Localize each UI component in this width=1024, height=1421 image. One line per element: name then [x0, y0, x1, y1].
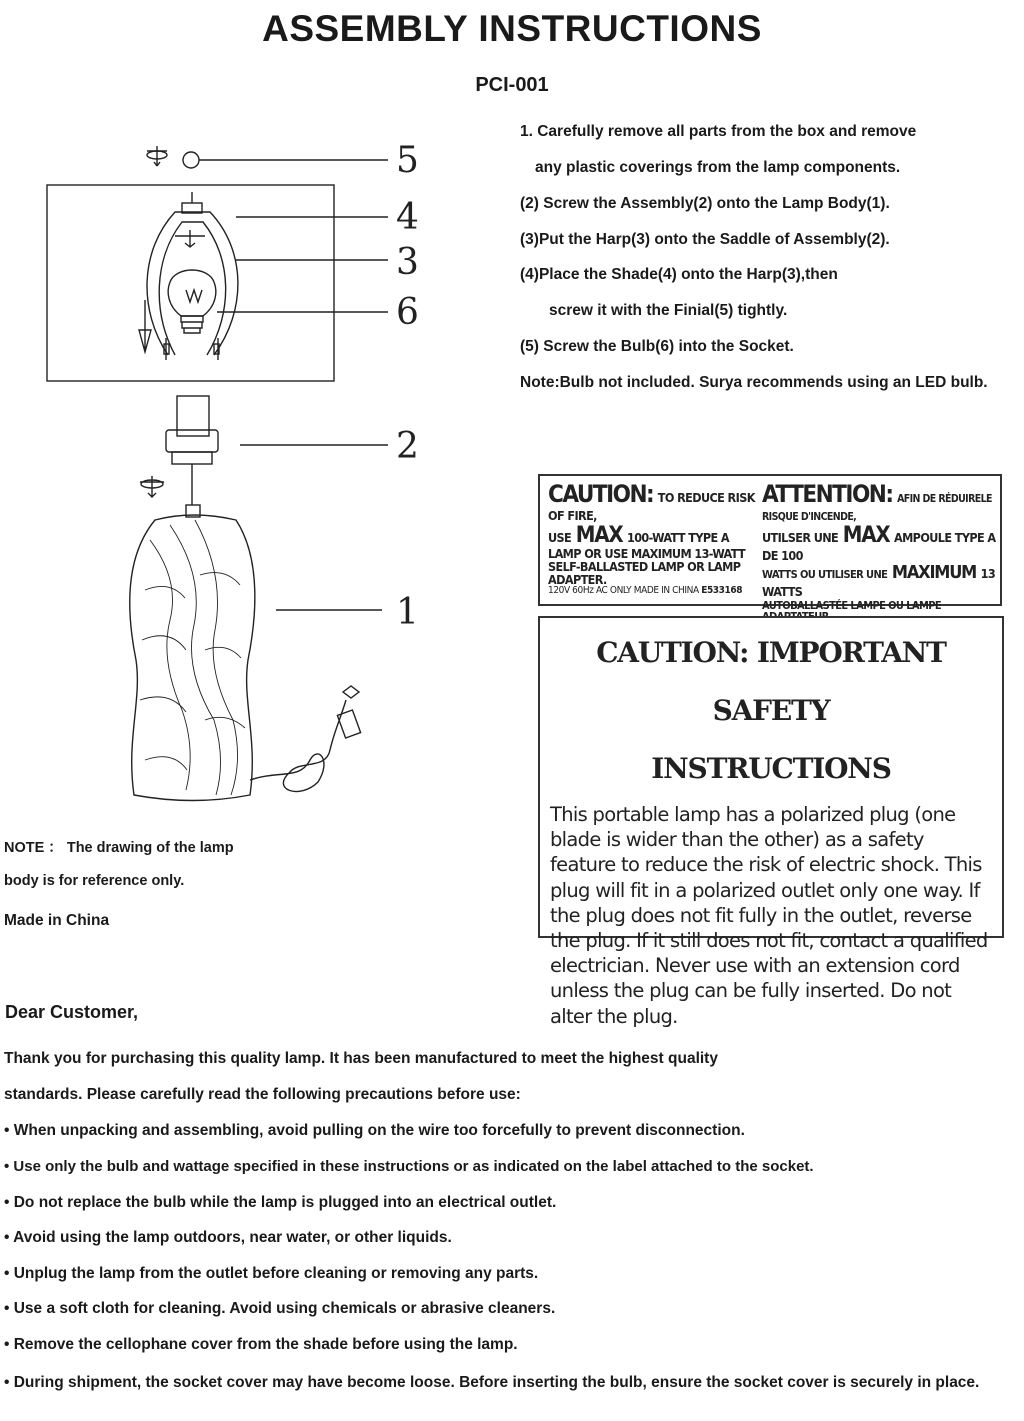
page-title: ASSEMBLY INSTRUCTIONS	[262, 8, 762, 49]
part-number-1: 1	[396, 592, 419, 633]
precaution-item: • Use a soft cloth for cleaning. Avoid using chemicals or abrasive cleaners.	[4, 1300, 556, 1317]
made-in-china: Made in China	[4, 912, 110, 929]
part-number-3: 3	[396, 242, 419, 283]
precaution-item: • During shipment, the socket cover may have become loose. Before inserting the bulb, ensure the socket cover is securely in place.	[4, 1374, 980, 1391]
step-4-line-1: (4)Place the Shade(4) onto the Harp(3),then	[520, 266, 838, 283]
part-number-6: 6	[396, 292, 419, 333]
attention-heading: ATTENTION:	[762, 480, 893, 508]
caution-heading: CAUTION:	[548, 480, 654, 508]
step-4-line-2: screw it with the Finial(5) tightly.	[549, 302, 788, 319]
step-3: (3)Put the Harp(3) onto the Saddle of Assembly(2).	[520, 231, 890, 248]
drawing-note-line-1: NOTE ： The drawing of the lamp	[4, 840, 234, 856]
shade-box	[47, 185, 334, 381]
precaution-item: • When unpacking and assembling, avoid pulling on the wire too forcefully to prevent disconnection.	[4, 1122, 745, 1139]
harp-part	[147, 192, 388, 360]
socket-assembly-part	[140, 396, 388, 505]
precaution-item: • Avoid using the lamp outdoors, near water, or other liquids.	[4, 1229, 452, 1246]
drawing-note-line-2: body is for reference only.	[4, 873, 185, 889]
letter-intro-line-2: standards. Please carefully read the following precautions before use:	[4, 1086, 521, 1103]
precaution-item: • Use only the bulb and wattage specified in these instructions or as indicated on the label attached to the socket.	[4, 1158, 814, 1175]
step-1-line-2: any plastic coverings from the lamp components.	[535, 159, 901, 176]
lamp-body-part	[130, 505, 382, 801]
model-number: PCI-001	[475, 74, 549, 96]
precaution-item: • Do not replace the bulb while the lamp is plugged into an electrical outlet.	[4, 1194, 557, 1211]
precaution-item: • Unplug the lamp from the outlet before cleaning or removing any parts.	[4, 1265, 539, 1282]
step-1-line-1: 1. Carefully remove all parts from the box and remove	[520, 123, 917, 140]
safety-label-title: CAUTION: IMPORTANT SAFETY INSTRUCTIONS	[596, 636, 946, 785]
safety-label-body: This portable lamp has a polarized plug (one blade is wider than the other) as a safety feature to reduce the risk of electric shock. This plug will fit in a polarized outlet only one way. If the plug does not fit fully in the outlet, reverse the plug. If it still does not fit, contact a qualified electrician. Never use with an extension cord unless the plug can be fully inserted. Do not alter the plug.	[550, 803, 988, 1028]
precaution-item: • Remove the cellophane cover from the shade before using the lamp.	[4, 1336, 518, 1353]
part-number-2: 2	[396, 426, 419, 467]
letter-greeting: Dear Customer,	[5, 1002, 139, 1022]
step-5: (5) Screw the Bulb(6) into the Socket.	[520, 338, 794, 355]
part-number-5: 5	[396, 140, 419, 181]
bulb-note: Note:Bulb not included. Surya recommends using an LED bulb.	[520, 374, 988, 391]
fire-caution-label: CAUTION: TO REDUCE RISK OF FIRE, USE MAX 100-WATT TYPE A LAMP OR USE MAXIMUM 13-WATT SELF-BALLASTED LAMP OR LAMP ADAPTER. 120V 60Hz AC ONLY MADE IN CHINA E533168 ATTENTION: AFIN DE RÉDUIRELE RISQUE D'INCENDE, UTILSER UNE MAX AMPOULE TYPE A DE 100 WATTS OU UTILISER UNE MAXIMUM 13 WATTS AUTOBALLASTÉE LAMPE OU LAMPE	[538, 474, 1002, 606]
part-number-4: 4	[396, 197, 419, 238]
letter-intro-line-1: Thank you for purchasing this quality lamp. It has been manufactured to meet the highest quality	[4, 1050, 718, 1067]
finial-part	[147, 146, 388, 168]
lamp-assembly-diagram	[0, 115, 510, 825]
bulb-part	[168, 270, 388, 333]
safety-instructions-label	[538, 616, 1004, 1028]
step-2: (2) Screw the Assembly(2) onto the Lamp Body(1).	[520, 195, 890, 212]
